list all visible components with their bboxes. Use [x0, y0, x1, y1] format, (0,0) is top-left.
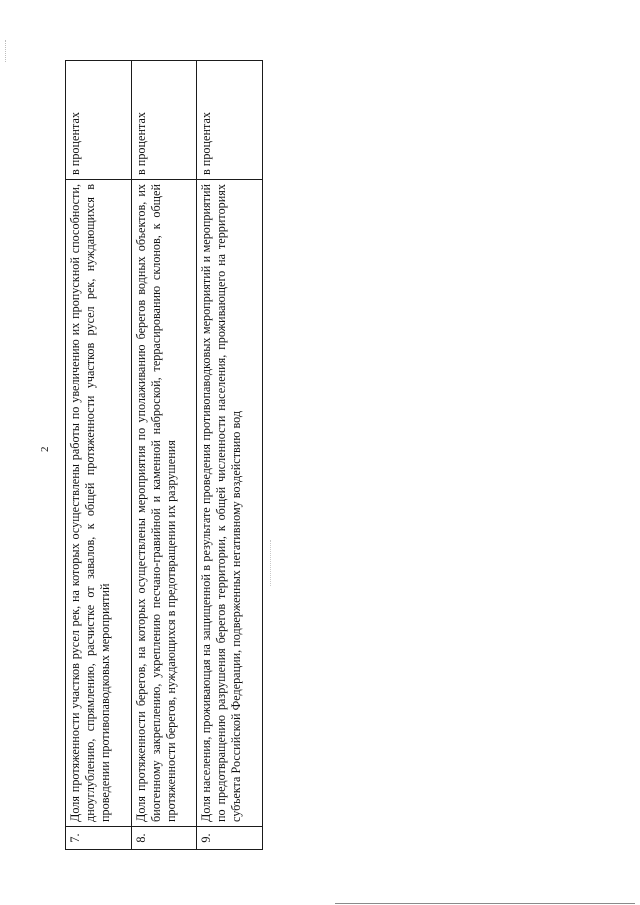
- page-number: 2: [39, 446, 51, 452]
- scan-mark: [5, 40, 7, 62]
- indicator-description: Доля населения, проживающая на защищенной в результате проведения противопаводковых мероприятий и мероприятий по предотвращению разрушения берегов территории, к общей численности населения, проживающего на территориях субъекта Российской Федерации, подверженных негативному воздействию вод: [197, 180, 263, 827]
- page-edge-line: [335, 903, 635, 904]
- measurement-unit: в процентах: [131, 61, 197, 180]
- row-number: 7.: [66, 827, 132, 850]
- table-row: [131, 61, 197, 850]
- table-row: [66, 61, 132, 850]
- indicators-table: [65, 60, 263, 850]
- table-row: [197, 61, 263, 850]
- indicator-description: Доля протяженности берегов, на которых осуществлены мероприятия по уполаживанию берегов водных объектов, их биогенному закреплению, укреплению песчано-гравийной и каменной наброской, террасированию склонов, к общей протяженности берегов, нуждающихся в предотвращении их разрушения: [131, 180, 197, 827]
- measurement-unit: в процентах: [197, 61, 263, 180]
- indicator-description: Доля протяженности участков русел рек, на которых осуществлены работы по увеличению их пропускной способности, дноуглублению, спрямлению, расчистке от завалов, к общей протяженности участков русел рек, нуждающихся в проведении противопаводковых мероприятий: [66, 180, 132, 827]
- row-number: 9.: [197, 827, 263, 850]
- measurement-unit: в процентах: [66, 61, 132, 180]
- row-number: 8.: [131, 827, 197, 850]
- rotated-table-container: [65, 60, 263, 850]
- scan-mark: [270, 540, 272, 586]
